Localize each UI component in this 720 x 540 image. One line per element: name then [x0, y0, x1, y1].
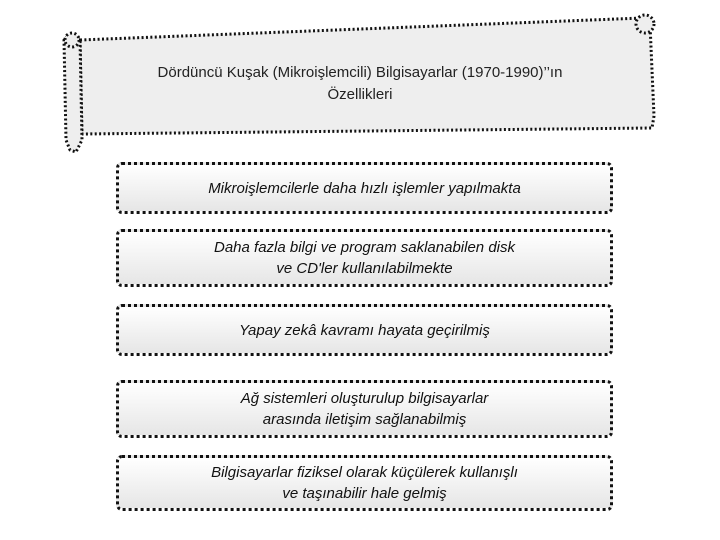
slide-title	[120, 62, 600, 106]
feature-box-2-line-2: ve CD'ler kullanılabilmekte	[276, 260, 453, 277]
feature-box-3	[116, 304, 613, 356]
feature-box-4	[116, 380, 613, 438]
feature-box-4-line-1: Ağ sistemleri oluşturulup bilgisayarlar	[240, 390, 489, 407]
feature-box-5	[116, 455, 613, 511]
feature-box-5-line-2: ve taşınabilir hale gelmiş	[282, 485, 447, 502]
feature-box-1-line-1: Mikroişlemcilerle daha hızlı işlemler yapılmakta	[208, 179, 521, 197]
feature-box-2-line-1: Daha fazla bilgi ve program saklanabilen disk	[214, 239, 515, 256]
slide-title-line-1: Dördüncü Kuşak (Mikroişlemcili) Bilgisayarlar (1970-1990)’’ın	[157, 64, 563, 81]
feature-box-5-line-1: Bilgisayarlar fiziksel olarak küçülerek kullanışlı	[211, 464, 518, 481]
feature-box-3-line-1: Yapay zekâ kavramı hayata geçirilmiş	[239, 321, 490, 339]
feature-box-2	[116, 229, 613, 287]
feature-box-4-line-2: arasında iletişim sağlanabilmiş	[262, 411, 467, 428]
slide-title-line-2: Özellikleri	[327, 86, 393, 103]
feature-box-1	[116, 162, 613, 214]
